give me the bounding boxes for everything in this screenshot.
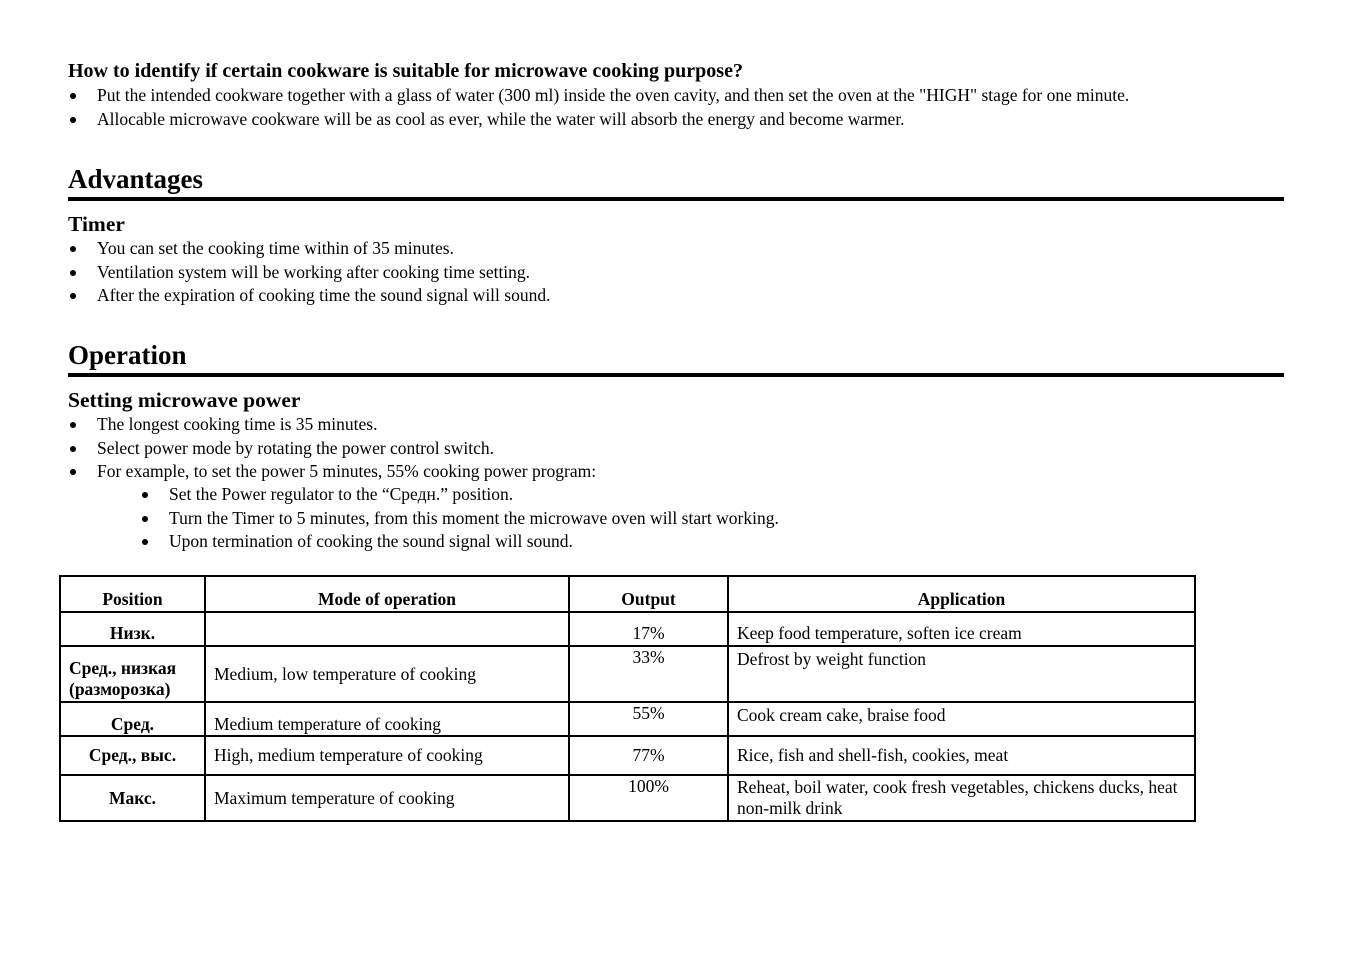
application-cell: Cook cream cake, braise food — [728, 702, 1195, 736]
column-header-position: Position — [60, 576, 205, 612]
output-cell: 33% — [569, 646, 728, 702]
power-setting-heading: Setting microwave power — [68, 388, 301, 412]
power-setting-list — [68, 413, 596, 484]
mode-cell — [205, 612, 569, 646]
position-cell: Сред. — [60, 702, 205, 736]
list-item: You can set the cooking time within of 35 minutes. — [68, 237, 550, 261]
list-item: Put the intended cookware together with a glass of water (300 ml) inside the oven cavity, and then set the oven at the "HIGH" stage for one minute. — [68, 84, 1129, 108]
position-cell: Низк. — [60, 612, 205, 646]
list-item: The longest cooking time is 35 minutes. — [68, 413, 596, 437]
table-row — [60, 736, 1195, 775]
application-cell: Reheat, boil water, cook fresh vegetables, chickens ducks, heat non-milk drink — [728, 775, 1195, 821]
table-row — [60, 646, 1195, 702]
position-cell: Сред., низкая (разморозка) — [60, 646, 205, 702]
list-item: Turn the Timer to 5 minutes, from this moment the microwave oven will start working. — [68, 507, 779, 531]
output-cell: 77% — [569, 736, 728, 775]
list-item: Allocable microwave cookware will be as cool as ever, while the water will absorb the energy and become warmer. — [68, 108, 1129, 132]
table-row — [60, 702, 1195, 736]
position-cell: Макс. — [60, 775, 205, 821]
power-modes-table — [59, 575, 1196, 822]
column-header-application: Application — [728, 576, 1195, 612]
list-item: For example, to set the power 5 minutes, 55% cooking power program: — [68, 460, 596, 484]
mode-cell: High, medium temperature of cooking — [205, 736, 569, 775]
list-item: After the expiration of cooking time the sound signal will sound. — [68, 284, 550, 308]
timer-list — [68, 237, 550, 308]
power-example-steps — [68, 483, 779, 554]
position-cell: Сред., выс. — [60, 736, 205, 775]
advantages-heading: Advantages — [68, 164, 1284, 201]
mode-cell: Maximum temperature of cooking — [205, 775, 569, 821]
mode-cell: Medium temperature of cooking — [205, 702, 569, 736]
column-header-output: Output — [569, 576, 728, 612]
list-item: Ventilation system will be working after cooking time setting. — [68, 261, 550, 285]
output-cell: 100% — [569, 775, 728, 821]
table-row — [60, 612, 1195, 646]
list-item: Upon termination of cooking the sound signal will sound. — [68, 530, 779, 554]
application-cell: Defrost by weight function — [728, 646, 1195, 702]
cookware-check-title: How to identify if certain cookware is suitable for microwave cooking purpose? — [68, 60, 743, 82]
table-row — [60, 775, 1195, 821]
column-header-mode: Mode of operation — [205, 576, 569, 612]
mode-cell: Medium, low temperature of cooking — [205, 646, 569, 702]
output-cell: 17% — [569, 612, 728, 646]
output-cell: 55% — [569, 702, 728, 736]
operation-heading: Operation — [68, 340, 1284, 377]
list-item: Select power mode by rotating the power control switch. — [68, 437, 596, 461]
timer-heading: Timer — [68, 212, 125, 236]
table-header-row — [60, 576, 1195, 612]
cookware-check-list — [68, 84, 1129, 131]
list-item: Set the Power regulator to the “Средн.” position. — [68, 483, 779, 507]
application-cell: Rice, fish and shell-fish, cookies, meat — [728, 736, 1195, 775]
application-cell: Keep food temperature, soften ice cream — [728, 612, 1195, 646]
